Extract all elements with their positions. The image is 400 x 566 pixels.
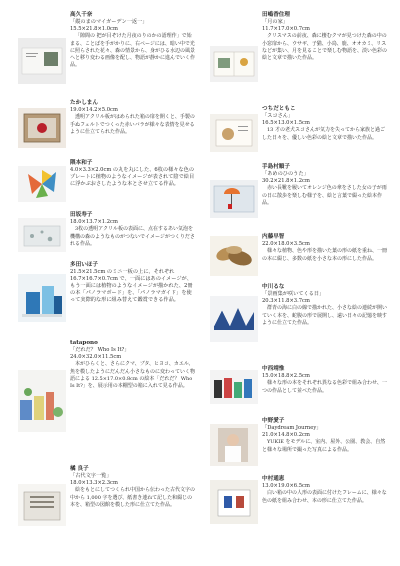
entry-naito [210,234,388,284]
artist-name: 橘 良子 [70,466,89,472]
work-description: 「隙間の 把が目ぞけた月夜のりのかの語理作」で始まる、ことばを手がかりに、右ページには、暗い中で光に照らされた花々、森の情景から、身がひる水辺の風景へと移り変わる画像を配し、物語が静かに進んでいく作品。 [70,33,196,69]
artwork-image [18,274,66,322]
work-title: 「スコさん」 [262,113,294,120]
work-dimensions: 16.5×13.0×1.5cm [262,120,310,127]
artwork-image [210,46,258,82]
entry-takashima [18,100,196,160]
work-dimensions: 20.3×11.8×3.7cm [262,298,310,305]
work-title: 「月の家」 [262,19,288,26]
artist-name: 中西靖惟 [262,366,285,372]
right-column [210,12,388,536]
work-description: 群青の海に白の線で描かれた、小さな絵の連続が開いていく本を、蛇腹の形で展開し、遠い日々の記憶を映すように仕立てた作品。 [262,305,388,326]
work-description: 3枚の透明アクリル板の表面に、点在するあい気泡を機構の森のようなものがつないでイメージがつくりだされる作品。 [70,226,195,247]
entry-tachibana [18,466,196,536]
work-title: 「あめのひのうた」 [262,171,309,178]
work-description: YUKIE をモデルに、室内、屋外、公園、教会、自然と様々な場所で撮った写真による作品。 [262,439,386,453]
entry-tatapono [18,340,196,466]
artwork-image [210,296,258,342]
artist-name: 手島村順子 [262,164,290,170]
entry-nakano [210,418,388,476]
artist-name: 中川るな [262,284,285,290]
entry-tajima [210,12,388,106]
artist-name: 内藤早智 [262,234,285,240]
work-dimensions: 18.0×13.3×2.3cm [70,480,118,487]
work-title: 「だれだ？ Who Is It?」 [70,347,130,354]
entry-teshima [210,164,388,234]
work-dimensions: 15.5×21.8×1.0cm [70,26,118,33]
artwork-image [210,236,258,276]
artist-name: 高久千奈 [70,12,93,18]
artwork-image [210,370,258,404]
artwork-image [210,180,258,218]
artwork-image [18,370,66,432]
work-title: 「景画集が咲いてくる日」 [262,291,325,298]
work-title: 「Daydream Journey」 [262,425,322,432]
entry-takaku [18,12,196,100]
work-dimensions: 13.0×19.0×6.5cm [262,483,310,490]
work-dimensions: 4.0×3.3×2.0cm の丸を丸にした、6枚の様々な色のプレートに植物のようなイメージが表されて陰で絵目に浮かぶおさしたような本とさせ立てる作品。 [70,167,195,188]
artist-name: つちだともこ [262,106,296,112]
entry-nakanishi [210,366,388,418]
work-description: 白い箱の中の人形の表面に付けたフレームに、様々な色の紙を組み合わせ、本の形に仕立てた作品。 [262,490,387,504]
artwork-image [18,484,66,526]
work-description: 様々な植物、色や形を描いた葉の形の紙を重ね、一冊の本に綴じ、多数の紙を小さな本の形にした作品。 [262,248,388,262]
artist-name: 田嶋香住理 [262,12,290,18]
work-dimensions: 30.2×21.8×1.2cm [262,178,310,185]
artwork-image [210,424,258,466]
artist-name: 中野愛子 [262,418,285,424]
work-description: 本がひらくと、さらにクマ、ブタ、ヒヨコ、カエル、魚を模したようにだんだん小さなものに変わっていく物語による 12.5×17.0×0.8cm の絵本「だれだ？ Who Is It?」を、展示用の本棚型の箱に入れて見る作品。 [70,361,195,390]
entry-tasaka [18,212,196,262]
entry-nakagawa [210,284,388,366]
artist-name: tatapono [70,340,98,346]
artist-name: 多田いほ子 [70,262,98,268]
work-description: 透明アクリル板がはめられた箱の扉を開くと、手製の手ぬフェルトでつくった赤いバラが様々な表情を見せるように仕立てられた作品。 [70,114,195,135]
entry-tada [18,262,196,340]
artist-name: 中村通恵 [262,476,285,482]
work-description: 絵をもとにしてつくられ中国から伝わった古代文字の中から 1,000 字を選び、紙書き連ねて記した和綴じの本を、箱型の図館を模した形に仕立てた作品。 [70,487,195,508]
artwork-image [210,480,258,524]
artwork-image [18,38,66,84]
work-title: 「古代文字一覧」 [70,473,112,480]
artwork-image [18,108,66,148]
work-description: 13 才の老犬スコさんが気力を失ってから家族と過ごした日々を、優しい色彩の絵と文章で描いた作品。 [262,127,385,141]
work-dimensions: 21.5×21.5cm のミニ一板の上に、それぞれ 16.7×16.7×0.7cm で、一面にはあのイメージが、もう一面には植物のようなイメージが描かれた、2冊の本「パノラマボード」を、「パノラマガイド」を使って実際的な形に組み替えて鑑賞できる作品。 [70,269,193,304]
entry-kumamoto [18,160,196,212]
work-dimensions: 18.0×13.7×1.2cm [70,219,118,226]
work-dimensions: 11.7×17.0×0.7cm [262,26,310,33]
work-dimensions: 22.0×18.0×3.5cm [262,241,310,248]
work-dimensions: 15.0×18.8×2.5cm [262,373,310,380]
artist-name: たかしまん [70,100,98,106]
work-dimensions: 19.0×14.2×5.0cm [70,107,118,114]
work-dimensions: 21.0×14.8×0.2cm [262,432,310,439]
work-description: 様々な形の本をそれぞれ異なる色彩で組み合わせ、一つの作品として並べた作品。 [262,380,387,394]
work-dimensions: 24.0×32.0×11.5cm [70,354,122,361]
artwork-image [18,218,66,252]
entry-tsuchida [210,106,388,164]
artwork-image [18,166,66,202]
entry-nakamura [210,476,388,536]
artwork-image [210,114,258,152]
work-title: 「縦のまのマイガーデン一返一」 [70,19,148,26]
left-column [18,12,196,536]
work-description: 赤い長靴を履いてオレンジ色の傘をさした女の子が雨の日に散歩を楽しむ様子を、絵と言葉で綴った絵本作品。 [262,185,387,206]
artist-name: 隈本和子 [70,160,93,166]
artist-name: 田坂寿子 [70,212,93,218]
work-description: クリスマスの前夜、森に棲むクマが見つけた森の中の小窓扉から、ウサギ、子猫、小鳥、鹿、オオカミ、リスなどが集い、月を見ることで楽しむ物語を、淡い色彩の絵と文章で描いた作品。 [262,33,388,62]
